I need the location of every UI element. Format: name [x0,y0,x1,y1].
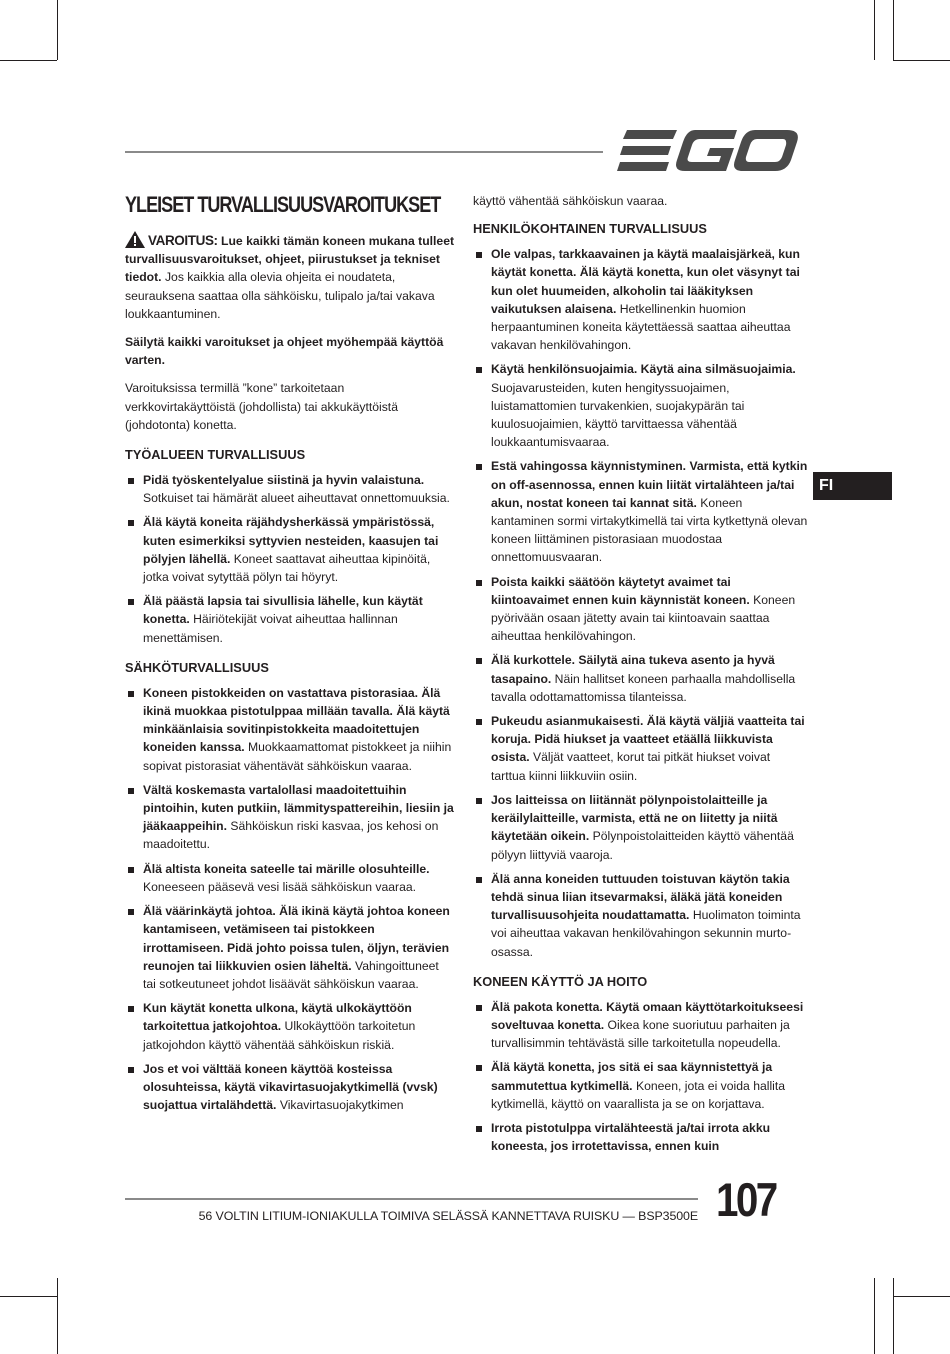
list-item [125,781,455,854]
warning-label: VAROITUS: [148,233,218,248]
right-column [473,192,808,1161]
item-text: Koneen kantaminen sormi virtakytkimellä tai virta kytkettynä olevan koneen liittäminen pistorasiaan muodostaa onnettomuusvaaran. [491,495,808,565]
crop-mark [57,0,58,60]
section-heading-work-area: TYÖALUEEN TURVALLISUUS [125,447,306,463]
item-bold: Älä altista koneita sateelle tai märille olosuhteille. [143,861,430,876]
item-text: Koneen pyörivään osaan jätetty avain tai kiintoavain saattaa aiheuttaa henkilövahingon. [491,592,796,644]
list-item [125,860,455,896]
list-item [125,592,455,647]
list-item [125,1060,455,1115]
item-text: Häiriötekijät voivat aiheuttaa hallinnan menettämisen. [143,612,398,645]
item-text: Ulkokäyttöön tarkoitetun jatkojohdon käyttö vähentää sähköiskun riskiä. [143,1019,416,1052]
list-item [473,245,808,354]
item-text: Sähköiskun riski kasvaa, jos kehosi on maadoitettu. [143,819,439,852]
item-text: Vikavirtasuojakytkimen [279,1098,404,1113]
item-text: Oikea kone suoriutuu parhaiten ja turvallisimmin tehtävästä sille tarkoitetulla nopeudella. [491,1017,790,1051]
item-bold: Pidä työskentelyalue siistinä ja hyvin valaistuna. [143,473,425,488]
item-bold: Kun käytät konetta ulkona, käytä ulkokäyttöön tarkoitettua jatkojohtoa. [143,1001,412,1034]
item-bold: Älä anna koneiden tuttuuden toistuvan käytön takia tehdä sinua liian itsevarmaksi, äläkä jätä koneiden turvallisuusohjeita noudattamatta. [491,871,790,923]
list-item [473,360,808,451]
ego-logo [617,130,799,172]
section-heading-personal: HENKILÖKOHTAINEN TURVALLISUUS [473,221,707,237]
list-item [473,1119,808,1155]
warning-text: Jos kaikkia alla olevia ohjeita ei noudateta, seurauksena saattaa olla sähköisku, tulipalo ja/tai vakava loukkaantuminen. [125,270,435,321]
item-bold: Älä käytä konetta, jos sitä ei saa käynnistettyä ja sammutettua kytkimellä. [491,1060,773,1093]
item-bold: Estä vahingossa käynnistyminen. Varmista, että kytkin on off-asennossa, ennen kuin liität virtalähteen ja/tai akun, nostat koneen tai kannat sitä. [491,459,808,510]
warning-paragraph [125,231,455,323]
item-text: Näin hallitset koneen parhaalla mahdollisella tavalla odottamattomissa tilanteissa. [491,671,796,704]
item-bold: Älä päästä lapsia tai sivullisia lähelle, kun käytät konetta. [143,594,423,627]
item-text: Pölynpoistolaitteiden käyttö vähentää pölyyn liittyviä vaaroja. [491,829,794,862]
item-bold: Koneen pistokkeiden on vastattava pistorasiaa. Älä ikinä muokkaa pistotulppaa millään tavalla. Älä käytä minkäänlaisia sovitinpistokkeita maadoitettujen koneiden kanssa. [143,685,450,755]
list-item [473,870,808,961]
use-care-list [473,998,808,1156]
item-text: Huolimaton toiminta voi aiheuttaa vakavan henkilövahingon sekunnin murto-osassa. [491,908,801,959]
list-item [473,1058,808,1113]
list-item [125,999,455,1054]
warning-bold-text: Lue kaikki tämän koneen mukana tulleet turvallisuusvaroitukset, ohjeet, piirustukset ja tekniset tiedot. [125,234,455,285]
language-tab: FI [813,472,892,500]
crop-mark [57,1278,58,1354]
left-column [125,192,455,1120]
item-bold: Jos et voi välttää koneen käyttöä kosteissa olosuhteissa, käytä vikavirtasuojakytkimellä (vvsk) suojattua virtalähdettä. [143,1061,438,1113]
electrical-list [125,684,455,1114]
warning-triangle-icon [125,231,145,248]
save-notice: Säilytä kaikki varoitukset ja ohjeet myöhempää käyttöä varten. [125,335,444,368]
list-item [473,791,808,864]
list-item [473,651,808,706]
item-bold: Älä väärinkäytä johtoa. Älä ikinä käytä johtoa koneen kantamiseen, vetämiseen tai pistokkeen irrottamiseen. Pidä johto poissa tulen, öljyn, terävien reunojen tai liikkuvien osien läheltä. [143,904,450,973]
list-item [125,471,455,507]
section-heading-use-care: KONEEN KÄYTTÖ JA HOITO [473,973,648,989]
crop-mark [0,60,57,61]
item-bold: Pukeudu asianmukaisesti. Älä käytä väljiä vaatteita tai koruja. Pidä hiukset ja vaatteet etäällä liikkuvista osista. [491,714,805,765]
item-text: Suojavarusteiden, kuten hengityssuojaimen, luistamattomien turvakenkien, suojakypärän tai kuulosuojaimien, käyttö tarvittaessa vähentää loukkaantumisvaaraa. [491,380,745,450]
work-area-list [125,471,455,647]
list-item [473,573,808,646]
page-number: 107 [716,1173,776,1226]
item-text: Väljät vaatteet, korut tai pitkät hiukset voivat tarttua kiinni liikkuviin osiin. [491,750,771,783]
list-item [125,902,455,993]
list-item [473,998,808,1053]
crop-mark [893,1278,894,1354]
item-text: Muokkaamattomat pistokkeet ja niihin sopivat pistorasiat vähentävät sähköiskun vaaraa. [143,740,452,773]
crop-mark [0,1296,57,1297]
header-rule [125,151,603,153]
crop-mark [874,0,875,60]
footer-rule [125,1198,698,1200]
item-bold: Ole valpas, tarkkaavainen ja käytä maalaisjärkeä, kun käytät konetta. Älä käytä konetta, kun olet väsynyt tai kun olet huumeiden, alkoholin tai lääkityksen vaikutuksen alaisena. [491,247,800,316]
item-bold: Poista kaikki säätöön käytetyt avaimet tai kiintoavaimet ennen kuin käynnistät koneen. [491,574,750,607]
item-bold: Älä kurkottele. Säilytä aina tukeva asento ja hyvä tasapaino. [491,653,775,686]
item-text: Koneen, jota ei voida hallita kytkimellä, käyttö on vaarallista ja se on korjattava. [491,1078,786,1111]
item-text: Hetkellinenkin huomion herpaantuminen koneita käytettäessä saattaa aiheuttaa vakavan henkilövahingon. [491,301,791,353]
section-heading-electrical: SÄHKÖTURVALLISUUS [125,659,269,675]
personal-list [473,245,808,961]
item-text: Koneet saattavat aiheuttaa kipinöitä, jotka voivat sytyttää pölyn tai höyryt. [143,551,431,585]
item-bold: Käytä henkilönsuojaimia. Käytä aina silmäsuojaimia. [491,362,796,377]
list-item [473,457,808,566]
list-item [473,712,808,785]
continuation-text: käyttö vähentää sähköiskun vaaraa. [473,194,668,208]
crop-mark [874,1278,875,1354]
item-bold: Jos laitteissa on liitännät pölynpoistolaitteille ja keräilylaitteille, varmista, että ne on liitetty ja niitä käytetään oikein. [491,792,778,844]
crop-mark [893,60,950,61]
definition-text: Varoituksissa termillä ”kone” tarkoitetaan verkkovirtakäyttöistä (johdollista) tai akkukäyttöistä (johdotonta) konetta. [125,381,398,432]
item-bold: Älä pakota konetta. Käytä omaan käyttötarkoitukseesi soveltuvaa konetta. [491,999,804,1032]
crop-mark [893,1296,950,1297]
item-text: Sotkuiset tai hämärät alueet aiheuttavat onnettomuuksia. [143,491,450,506]
footer-product-line: 56 VOLTIN LITIUM-IONIAKULLA TOIMIVA SELÄSSÄ KANNETTAVA RUISKU — BSP3500E [198,1209,698,1223]
list-item [125,513,455,586]
item-text: Vahingoittuneet tai sotkeutuneet johdot lisäävät sähköiskun vaaraa. [143,958,439,991]
item-bold: Irrota pistotulppa virtalähteestä ja/tai irrota akku koneesta, jos irrotettavissa, ennen kuin [491,1120,771,1154]
page-title: YLEISET TURVALLISUUSVAROITUKSET [125,192,441,217]
item-bold: Älä käytä koneita räjähdysherkässä ympäristössä, kuten esimerkiksi syttyvien nesteiden, kaasujen tai pölyjen lähellä. [143,515,439,566]
item-bold: Vältä koskemasta vartalollasi maadoitettuihin pintoihin, kuten putkiin, lämmityspattereihin, liesiin ja jääkaappeihin. [143,782,454,834]
crop-mark [893,0,894,60]
item-text: Koneeseen pääsevä vesi lisää sähköiskun vaaraa. [143,879,417,894]
list-item [125,684,455,775]
